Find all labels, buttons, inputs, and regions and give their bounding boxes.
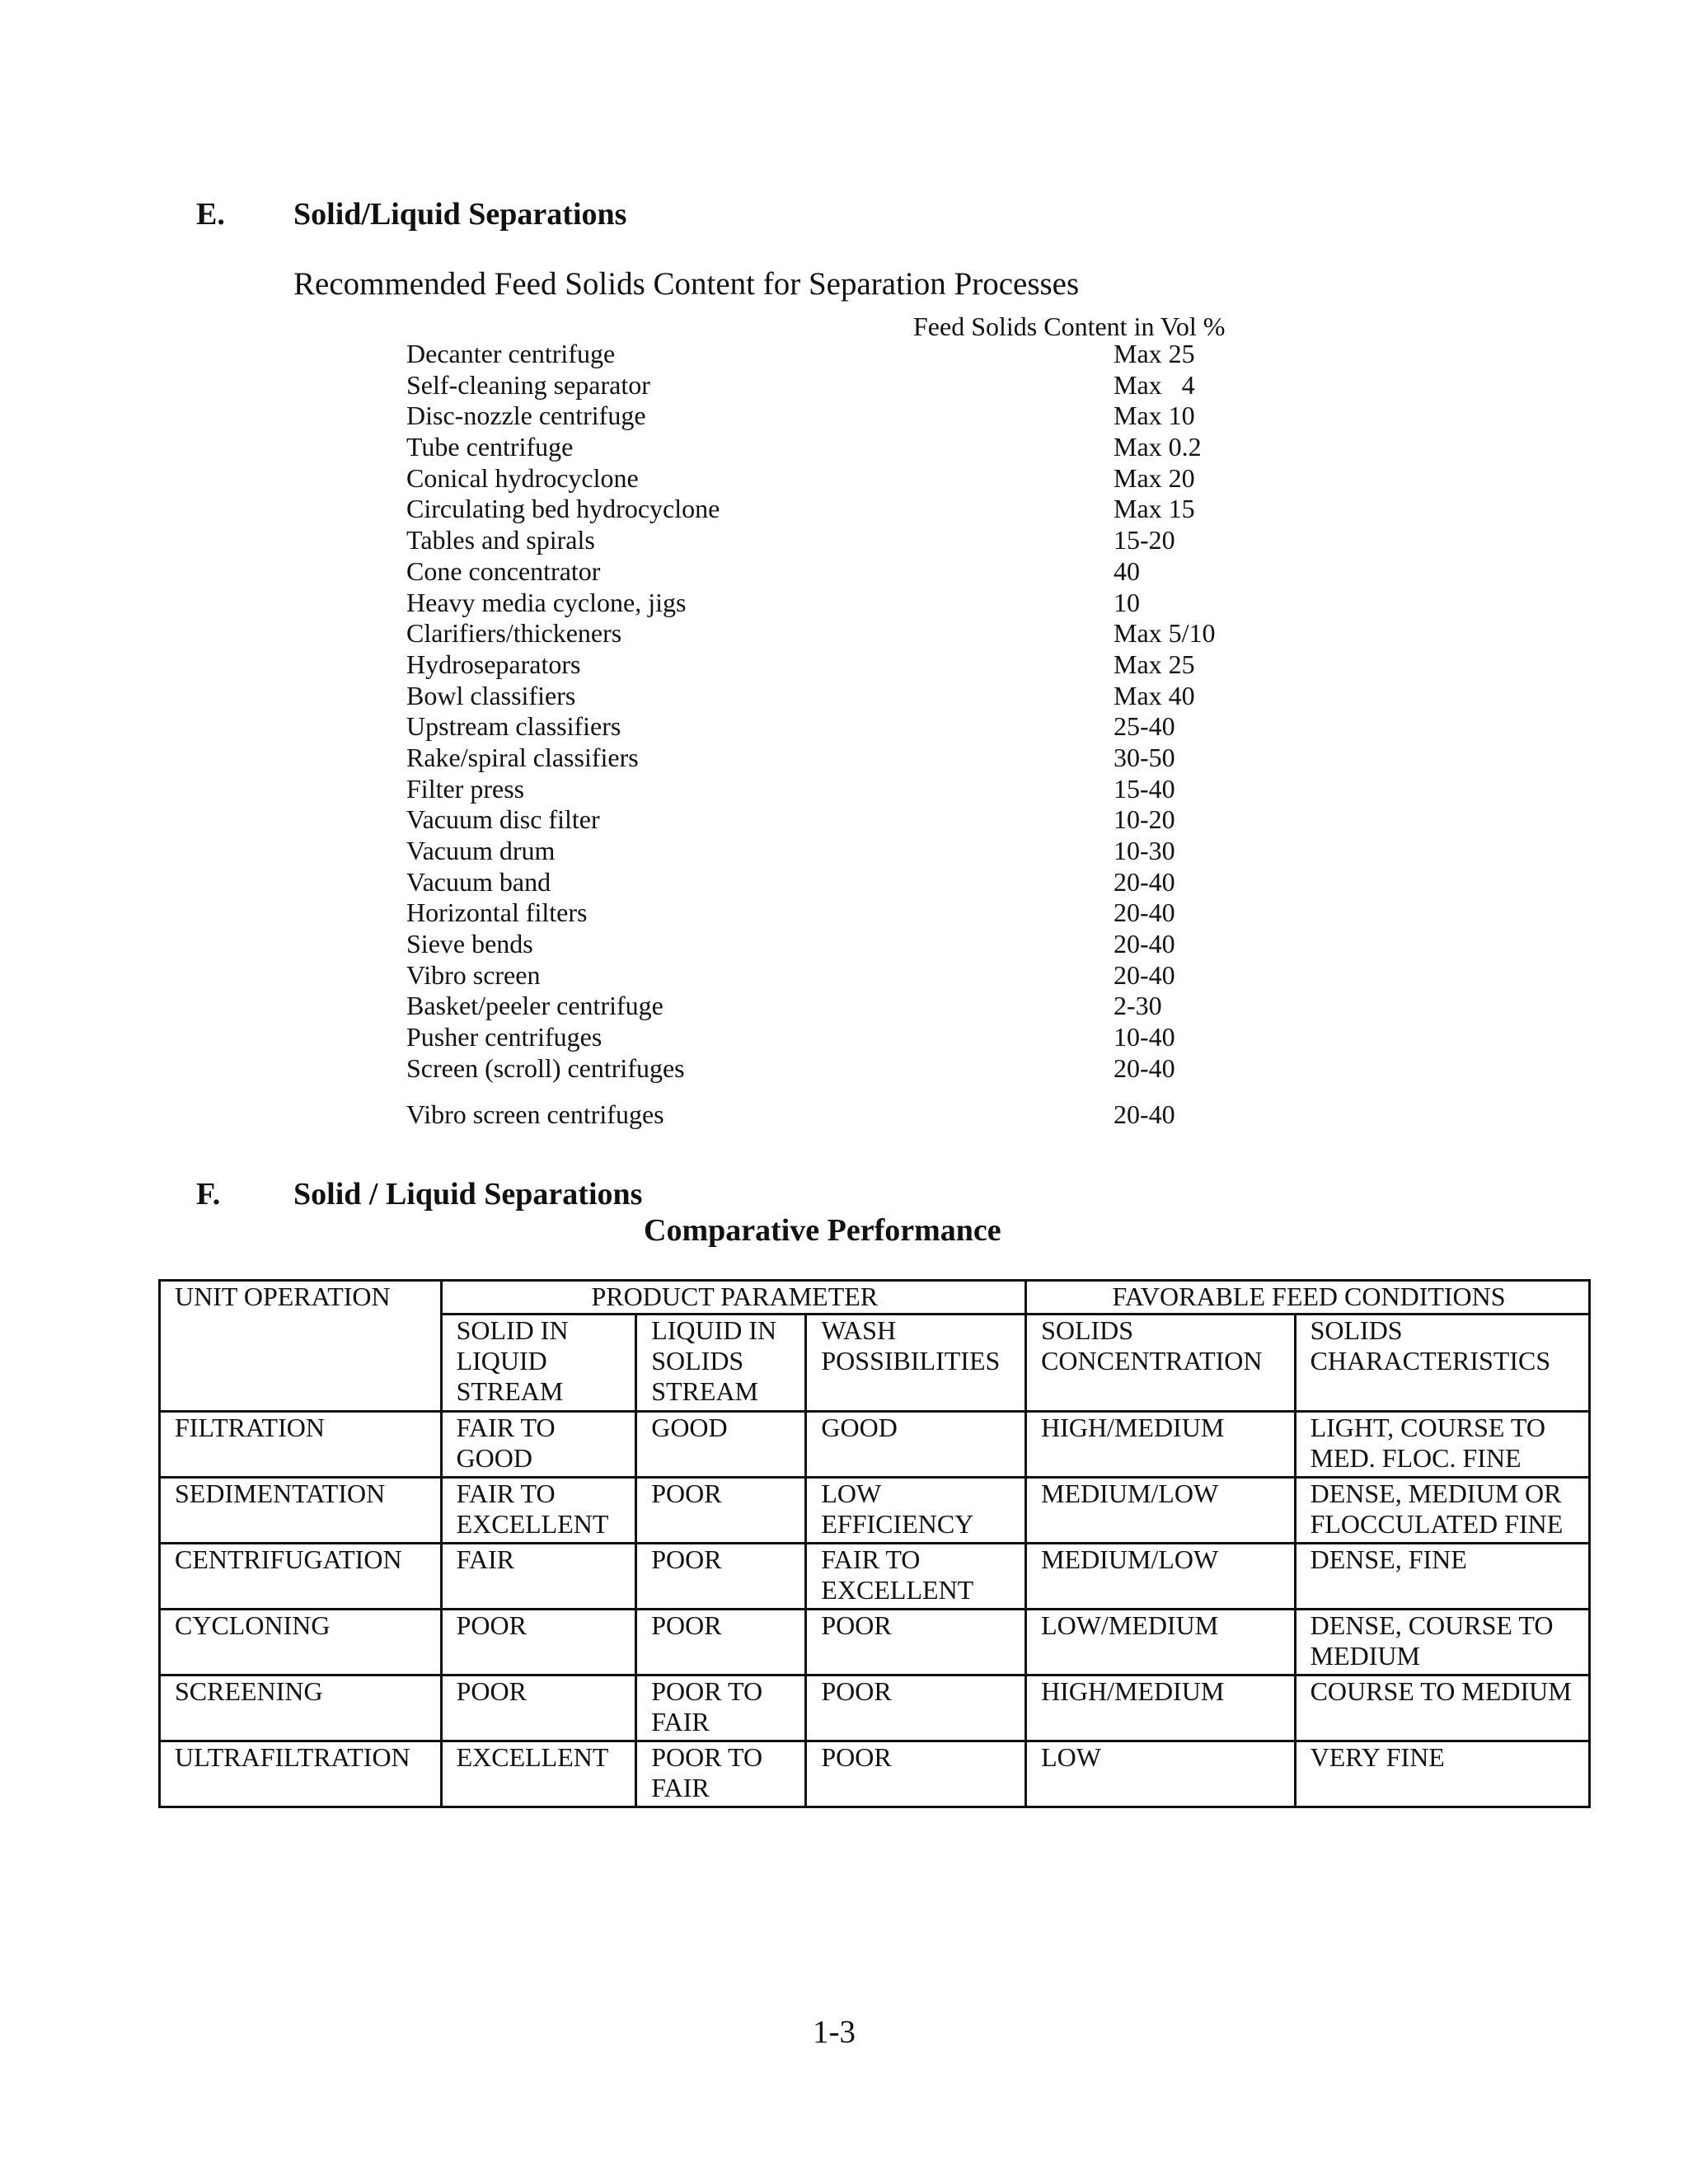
table-row — [160, 1610, 1590, 1675]
feed-solids-row — [406, 867, 1272, 898]
wash-possibilities-cell: POOR — [806, 1741, 1026, 1807]
feed-solids-row — [406, 1022, 1272, 1053]
feed-solids-value: 20-40 — [1114, 1099, 1175, 1129]
section-e-subtitle: Recommended Feed Solids Content for Separation Processes — [293, 266, 1080, 302]
unit-operation-cell: SEDIMENTATION — [160, 1478, 442, 1544]
solid-in-liquid-cell: FAIR — [441, 1544, 636, 1610]
feed-solids-row — [406, 525, 1272, 556]
feed-solids-value: 25-40 — [1114, 711, 1175, 742]
feed-solids-row — [406, 556, 1272, 588]
table-row — [160, 1412, 1590, 1478]
solid-in-liquid-cell: POOR — [441, 1675, 636, 1741]
liquid-in-solids-cell: POOR — [636, 1478, 806, 1544]
feed-solids-value: 20-40 — [1114, 959, 1175, 990]
feed-solids-value: Max 15 — [1114, 494, 1195, 524]
process-name: Filter press — [406, 773, 525, 804]
feed-solids-value: Max 20 — [1114, 462, 1195, 493]
feed-solids-value: 30-50 — [1114, 742, 1175, 772]
process-name: Conical hydrocyclone — [406, 462, 639, 493]
process-name: Heavy media cyclone, jigs — [406, 587, 687, 617]
process-name: Horizontal filters — [406, 898, 588, 928]
solids-characteristics-cell: DENSE, MEDIUM OR FLOCCULATED FINE — [1295, 1478, 1589, 1544]
feed-solids-row — [406, 991, 1272, 1022]
feed-solids-row — [406, 463, 1272, 494]
feed-solids-row — [406, 432, 1272, 463]
solid-in-liquid-cell: EXCELLENT — [441, 1741, 636, 1807]
unit-operation-header: UNIT OPERATION — [160, 1281, 442, 1412]
section-f-letter: F. — [196, 1177, 221, 1212]
liquid-in-solids-cell: POOR TO FAIR — [636, 1741, 806, 1807]
feed-solids-value: Max 25 — [1114, 339, 1195, 368]
solid-in-liquid-cell: FAIR TO EXCELLENT — [441, 1478, 636, 1544]
subheader-cell: SOLID IN LIQUID STREAM — [441, 1315, 636, 1412]
process-name: Tube centrifuge — [406, 432, 574, 462]
solid-in-liquid-cell: POOR — [441, 1610, 636, 1675]
feed-solids-value: 20-40 — [1114, 866, 1175, 897]
feed-solids-row — [406, 681, 1272, 712]
solids-characteristics-cell: DENSE, COURSE TO MEDIUM — [1295, 1610, 1589, 1675]
process-name: Tables and spirals — [406, 525, 595, 555]
solids-concentration-cell: MEDIUM/LOW — [1026, 1478, 1296, 1544]
feed-solids-value: 15-40 — [1114, 773, 1175, 804]
solids-characteristics-cell: DENSE, FINE — [1295, 1544, 1589, 1610]
feed-solids-row — [406, 649, 1272, 681]
feed-solids-row — [406, 401, 1272, 432]
table-header-row — [160, 1281, 1590, 1315]
solids-concentration-cell: HIGH/MEDIUM — [1026, 1675, 1296, 1741]
feed-solids-value: 20-40 — [1114, 898, 1175, 928]
process-name: Disc-nozzle centrifuge — [406, 401, 646, 431]
feed-solids-row — [406, 804, 1272, 836]
comparative-performance-table — [158, 1279, 1591, 1808]
section-e-letter: E. — [196, 197, 225, 232]
unit-operation-cell: CYCLONING — [160, 1610, 442, 1675]
wash-possibilities-cell: GOOD — [806, 1412, 1026, 1478]
feed-solids-row — [406, 370, 1272, 401]
section-f-subtitle: Comparative Performance — [644, 1213, 1001, 1248]
liquid-in-solids-cell: POOR TO FAIR — [636, 1675, 806, 1741]
feed-solids-column-header: Feed Solids Content in Vol % — [913, 312, 1226, 341]
feed-solids-value: Max 5/10 — [1114, 618, 1216, 649]
process-name: Hydroseparators — [406, 649, 581, 679]
favorable-feed-conditions-header: FAVORABLE FEED CONDITIONS — [1026, 1281, 1590, 1315]
subheader-cell: SOLIDS CONCENTRATION — [1026, 1315, 1296, 1412]
table-row — [160, 1675, 1590, 1741]
process-name: Cone concentrator — [406, 555, 601, 586]
process-name: Self-cleaning separator — [406, 369, 650, 400]
table-row — [160, 1741, 1590, 1807]
process-name: Vibro screen — [406, 959, 541, 990]
process-name: Decanter centrifuge — [406, 339, 616, 368]
liquid-in-solids-cell: POOR — [636, 1544, 806, 1610]
unit-operation-cell: ULTRAFILTRATION — [160, 1741, 442, 1807]
liquid-in-solids-cell: POOR — [636, 1610, 806, 1675]
process-name: Circulating bed hydrocyclone — [406, 494, 720, 524]
solids-characteristics-cell: COURSE TO MEDIUM — [1295, 1675, 1589, 1741]
subheader-cell: LIQUID IN SOLIDS STREAM — [636, 1315, 806, 1412]
wash-possibilities-cell: LOW EFFICIENCY — [806, 1478, 1026, 1544]
process-name: Pusher centrifuges — [406, 1022, 603, 1052]
process-name: Sieve bends — [406, 929, 533, 959]
feed-solids-value: Max 0.2 — [1114, 432, 1202, 462]
feed-solids-value: 10-20 — [1114, 804, 1175, 835]
process-name: Upstream classifiers — [406, 711, 621, 742]
feed-solids-row — [406, 898, 1272, 929]
process-name: Bowl classifiers — [406, 680, 576, 710]
feed-solids-row — [406, 1053, 1272, 1085]
solids-concentration-cell: MEDIUM/LOW — [1026, 1544, 1296, 1610]
subheader-cell: SOLIDS CHARACTERISTICS — [1295, 1315, 1589, 1412]
feed-solids-row — [406, 711, 1272, 743]
feed-solids-value: Max 25 — [1114, 649, 1195, 679]
feed-solids-value: Max 10 — [1114, 401, 1195, 431]
solids-concentration-cell: LOW — [1026, 1741, 1296, 1807]
wash-possibilities-cell: POOR — [806, 1675, 1026, 1741]
feed-solids-row — [406, 588, 1272, 619]
feed-solids-value: 20-40 — [1114, 929, 1175, 959]
table-row — [160, 1544, 1590, 1610]
feed-solids-value: 40 — [1114, 555, 1140, 586]
section-e-title: Solid/Liquid Separations — [293, 197, 627, 232]
feed-solids-value: 10-30 — [1114, 836, 1175, 865]
process-name: Clarifiers/thickeners — [406, 618, 622, 649]
feed-solids-row — [406, 339, 1272, 370]
feed-solids-value: 2-30 — [1114, 991, 1162, 1021]
feed-solids-row — [406, 960, 1272, 991]
feed-solids-list — [406, 339, 1272, 1130]
feed-solids-row — [406, 618, 1272, 649]
feed-solids-value: 10-40 — [1114, 1022, 1175, 1052]
process-name: Vacuum drum — [406, 836, 556, 865]
solids-characteristics-cell: VERY FINE — [1295, 1741, 1589, 1807]
feed-solids-value: Max 40 — [1114, 680, 1195, 710]
feed-solids-row — [406, 494, 1272, 525]
feed-solids-value: 10 — [1114, 587, 1140, 617]
feed-solids-row — [406, 743, 1272, 774]
liquid-in-solids-cell: GOOD — [636, 1412, 806, 1478]
process-name: Screen (scroll) centrifuges — [406, 1052, 685, 1083]
solids-characteristics-cell: LIGHT, COURSE TO MED. FLOC. FINE — [1295, 1412, 1589, 1478]
process-name: Basket/peeler centrifuge — [406, 991, 663, 1021]
wash-possibilities-cell: POOR — [806, 1610, 1026, 1675]
feed-solids-value: 20-40 — [1114, 1052, 1175, 1083]
feed-solids-value: 15-20 — [1114, 525, 1175, 555]
solid-in-liquid-cell: FAIR TO GOOD — [441, 1412, 636, 1478]
process-name: Vibro screen centrifuges — [406, 1099, 664, 1129]
unit-operation-cell: FILTRATION — [160, 1412, 442, 1478]
solids-concentration-cell: HIGH/MEDIUM — [1026, 1412, 1296, 1478]
process-name: Rake/spiral classifiers — [406, 742, 639, 772]
wash-possibilities-cell: FAIR TO EXCELLENT — [806, 1544, 1026, 1610]
unit-operation-cell: SCREENING — [160, 1675, 442, 1741]
process-name: Vacuum band — [406, 866, 551, 897]
page-number: 1-3 — [813, 2014, 856, 2050]
feed-solids-row — [406, 774, 1272, 805]
feed-solids-row — [406, 929, 1272, 960]
table-row — [160, 1478, 1590, 1544]
section-f-title: Solid / Liquid Separations — [293, 1177, 643, 1212]
subheader-cell: WASH POSSIBILITIES — [806, 1315, 1026, 1412]
feed-solids-row — [406, 836, 1272, 867]
product-parameter-header: PRODUCT PARAMETER — [441, 1281, 1026, 1315]
feed-solids-row — [406, 1099, 1272, 1131]
process-name: Vacuum disc filter — [406, 804, 600, 835]
solids-concentration-cell: LOW/MEDIUM — [1026, 1610, 1296, 1675]
feed-solids-value: Max 4 — [1114, 369, 1195, 400]
unit-operation-cell: CENTRIFUGATION — [160, 1544, 442, 1610]
